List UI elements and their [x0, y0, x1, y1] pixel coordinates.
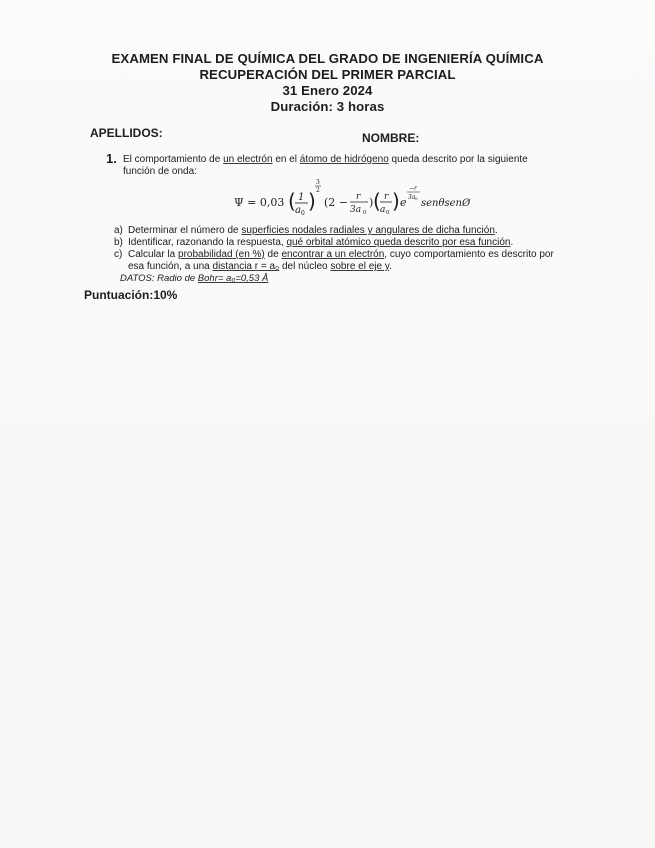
question-number: 1.	[106, 151, 117, 166]
item-letter: c)	[114, 249, 123, 260]
item-underlined: superficies nodales radiales y angulares de dicha función	[241, 225, 495, 236]
wave-function-formula	[234, 178, 494, 222]
formula-a0: a	[295, 205, 301, 216]
intro-text: queda descrito por la siguiente	[388, 154, 528, 165]
formula-3a0: 3a	[350, 205, 362, 215]
nombre-label: NOMBRE:	[362, 131, 420, 145]
formula-sub0: 0	[363, 210, 367, 216]
item-text: .	[510, 237, 514, 248]
intro-text: El comportamiento de	[123, 154, 224, 165]
item-letter: b)	[114, 237, 123, 248]
item-underlined: encontrar a un electrón	[281, 249, 385, 260]
formula-e: e	[400, 196, 407, 209]
item-text: Determinar el número de	[128, 225, 242, 236]
score-label: Puntuación:10%	[84, 288, 178, 302]
formula-open: (2 −	[324, 196, 349, 209]
formula-paren: )	[308, 189, 316, 213]
item-underlined: probabilidad (en %)	[178, 249, 265, 260]
question-item-c	[114, 249, 594, 273]
apellidos-label: APELLIDOS:	[90, 126, 163, 140]
formula-sub0: 0	[386, 210, 390, 216]
formula-sub0: 0	[415, 196, 418, 201]
exam-duration: Duración: 3 horas	[270, 99, 385, 114]
item-text: Calcular la	[128, 249, 179, 260]
formula-a0: a	[380, 205, 386, 215]
formula-paren: (	[288, 189, 296, 213]
formula-paren: (	[373, 189, 381, 213]
item-underlined: distancia r = a₀	[212, 261, 280, 272]
formula-sub0: 0	[301, 210, 305, 217]
formula-exp-num: 3	[316, 179, 320, 186]
item-text: .	[389, 261, 392, 272]
formula-trig: senθsenØ	[421, 198, 471, 209]
formula-paren: )	[392, 189, 400, 213]
exam-title: EXAMEN FINAL DE QUÍMICA DEL GRADO DE INGENIERÍA QUÍMICA	[111, 51, 544, 66]
formula-r: r	[356, 192, 361, 202]
item-letter: a)	[114, 225, 123, 236]
formula-close: )	[369, 196, 374, 209]
question-intro	[123, 154, 563, 178]
formula-exp-den: 2	[316, 187, 320, 194]
intro-underlined: un electrón	[223, 154, 273, 165]
exam-header	[0, 51, 655, 115]
item-text: de	[264, 249, 282, 260]
formula-one: 1	[298, 192, 305, 203]
item-underlined: sobre el eje y	[330, 261, 390, 272]
intro-underlined: átomo de hidrógeno	[299, 154, 389, 165]
intro-text: en el	[272, 154, 300, 165]
question-item-a	[114, 225, 594, 237]
item-text: del núcleo	[279, 261, 331, 272]
intro-text: función de onda:	[123, 166, 197, 177]
datos-underlined: Bohr= a₀=0,53 Å	[197, 273, 269, 284]
exam-date: 31 Enero 2024	[282, 83, 373, 98]
item-text: .	[494, 225, 498, 236]
item-text: esa función, a una	[128, 261, 213, 272]
item-text: , cuyo comportamiento es descrito por	[384, 249, 554, 260]
datos-text: DATOS: Radio de	[120, 273, 198, 284]
formula-psi: Ψ = 0,03	[234, 196, 285, 209]
formula-r: r	[384, 192, 389, 202]
datos-line	[120, 273, 268, 284]
formula-exp-bot: 3a	[408, 194, 416, 201]
item-underlined: qué orbital atómico queda descrito por esa función	[286, 237, 511, 248]
exam-subtitle: RECUPERACIÓN DEL PRIMER PARCIAL	[199, 67, 456, 82]
question-item-b	[114, 237, 594, 249]
formula-exp-top: −r	[409, 185, 417, 192]
question-items	[114, 225, 594, 273]
item-text: Identificar, razonando la respuesta,	[128, 237, 287, 248]
